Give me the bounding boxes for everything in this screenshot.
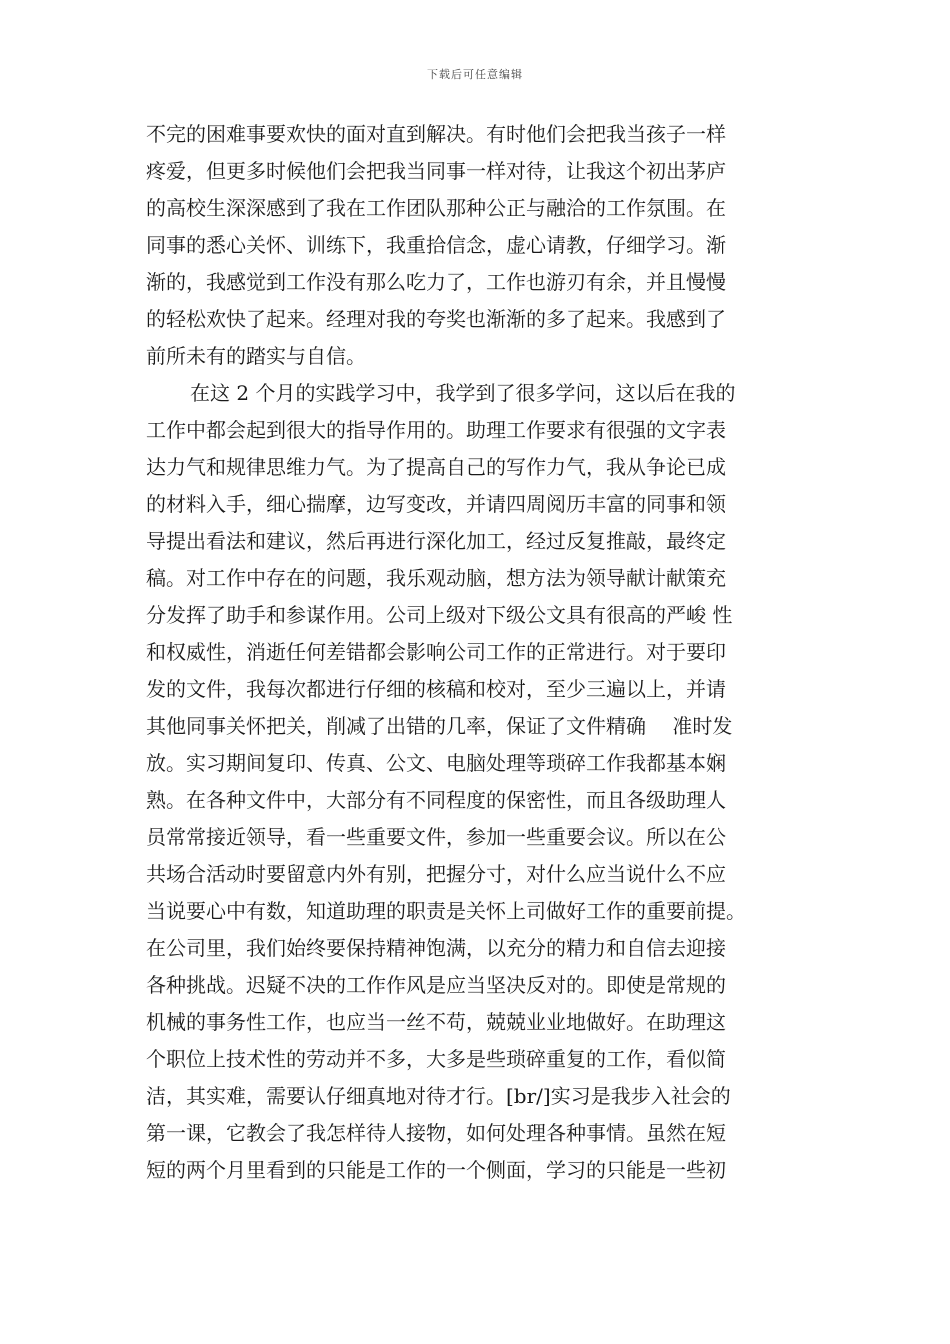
- text-line: 其他同事关怀把关，削减了出错的几率，保证了文件精确 准时发: [146, 714, 733, 738]
- text-line: 渐的，我感觉到工作没有那么吃力了，工作也游刃有余，并且慢慢: [146, 270, 726, 294]
- text-line: 熟。在各种文件中，大部分有不同程度的保密性，而且各级助理人: [146, 788, 726, 812]
- text-line: 员常常接近领导，看一些重要文件，参加一些重要会议。所以在公: [146, 825, 726, 849]
- text-line: 和权威性，消逝任何差错都会影响公司工作的正常进行。对于要印: [146, 640, 726, 664]
- text-line: 不完的困难事要欢快的面对直到解决。有时他们会把我当孩子一样: [146, 122, 726, 146]
- text-line: 洁，其实难，需要认仔细真地对待才行。[br/]实习是我步入社会的: [146, 1084, 731, 1108]
- text-line: 的高校生深深感到了我在工作团队那种公正与融洽的工作氛围。在: [146, 196, 726, 220]
- page-header: 下载后可任意编辑: [427, 68, 523, 81]
- document-body: [146, 116, 816, 1189]
- text-line: 短的两个月里看到的只能是工作的一个侧面，学习的只能是一些初: [146, 1158, 726, 1182]
- paragraph-first-line: 在这 2 个月的实践学习中，我学到了很多学问，这以后在我的: [190, 381, 736, 405]
- text-line: 导提出看法和建议，然后再进行深化加工，经过反复推敲，最终定: [146, 529, 726, 553]
- text-line: 第一课，它教会了我怎样待人接物，如何处理各种事情。虽然在短: [146, 1121, 726, 1145]
- text-line: 的轻松欢快了起来。经理对我的夸奖也渐渐的多了起来。我感到了: [146, 307, 726, 331]
- text-line: 各种挑战。迟疑不决的工作作风是应当坚决反对的。即使是常规的: [146, 973, 726, 997]
- text-line: 前所未有的踏实与自信。: [146, 344, 366, 368]
- text-line: 当说要心中有数，知道助理的职责是关怀上司做好工作的重要前提。: [146, 899, 746, 923]
- text-line: 分发挥了助手和参谋作用。公司上级对下级公文具有很高的严峻 性: [146, 603, 733, 627]
- text-line: 发的文件，我每次都进行仔细的核稿和校对，至少三遍以上，并请: [146, 677, 726, 701]
- text-line: 机械的事务性工作，也应当一丝不苟，兢兢业业地做好。在助理这: [146, 1010, 726, 1034]
- text-line: 同事的悉心关怀、训练下，我重拾信念，虚心请教，仔细学习。渐: [146, 233, 726, 257]
- text-line: 共场合活动时要留意内外有别，把握分寸，对什么应当说什么不应: [146, 862, 726, 886]
- text-line: 的材料入手，细心揣摩，边写变改，并请四周阅历丰富的同事和领: [146, 492, 726, 516]
- text-line: 达力气和规律思维力气。为了提高自己的写作力气，我从争论已成: [146, 455, 726, 479]
- text-line: 稿。对工作中存在的问题，我乐观动脑，想方法为领导献计献策充: [146, 566, 726, 590]
- text-line: 放。实习期间复印、传真、公文、电脑处理等琐碎工作我都基本娴: [146, 751, 726, 775]
- text-line: 个职位上技术性的劳动并不多，大多是些琐碎重复的工作，看似简: [146, 1047, 726, 1071]
- text-line: 工作中都会起到很大的指导作用的。助理工作要求有很强的文字表: [146, 418, 726, 442]
- text-line: 疼爱，但更多时候他们会把我当同事一样对待，让我这个初出茅庐: [146, 159, 726, 183]
- text-line: 在公司里，我们始终要保持精神饱满，以充分的精力和自信去迎接: [146, 936, 726, 960]
